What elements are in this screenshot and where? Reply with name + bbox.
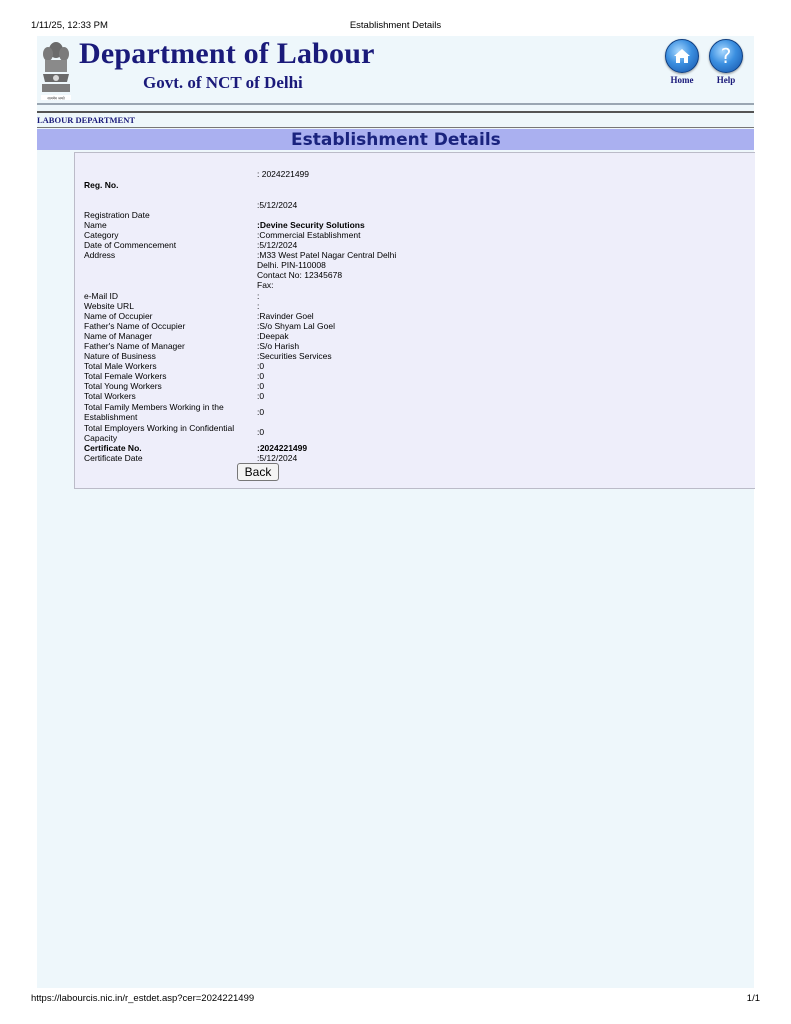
certificate-date-label: Certificate Date bbox=[84, 453, 143, 463]
back-button[interactable]: Back bbox=[237, 463, 279, 481]
website-label: Website URL bbox=[84, 301, 134, 311]
divider bbox=[37, 103, 754, 105]
manager-father-label: Father's Name of Manager bbox=[84, 341, 185, 351]
address-line: :M33 West Patel Nagar Central Delhi bbox=[257, 250, 397, 260]
email-label: e-Mail ID bbox=[84, 291, 119, 301]
help-icon bbox=[709, 39, 743, 73]
occupier-value: :Ravinder Goel bbox=[257, 311, 314, 321]
details-panel bbox=[74, 152, 755, 489]
labour-department-bar bbox=[37, 113, 754, 128]
certificate-no-label: Certificate No. bbox=[84, 443, 142, 453]
certificate-date-value: :5/12/2024 bbox=[257, 453, 298, 463]
manager-value: :Deepak bbox=[257, 331, 289, 341]
family-members-label: Total Family Members Working in the Establishment bbox=[84, 402, 224, 422]
website-value: : bbox=[257, 301, 260, 311]
total-workers-value: :0 bbox=[257, 391, 265, 401]
total-workers-label: Total Workers bbox=[84, 391, 136, 401]
name-label: Name bbox=[84, 220, 107, 230]
occupier-father-value: :S/o Shyam Lal Goel bbox=[257, 321, 335, 331]
section-title-bar bbox=[37, 129, 754, 150]
print-page-number: 1/1 bbox=[746, 993, 760, 1004]
male-workers-label: Total Male Workers bbox=[84, 361, 157, 371]
print-url: https://labourcis.nic.in/r_estdet.asp?cer=2024221499 bbox=[31, 993, 255, 1004]
labour-department-label: LABOUR DEPARTMENT bbox=[37, 115, 136, 125]
address-label: Address bbox=[84, 250, 116, 260]
certificate-no-value: :2024221499 bbox=[257, 443, 308, 453]
reg-no-value: : 2024221499 bbox=[257, 169, 309, 179]
female-workers-label: Total Female Workers bbox=[84, 371, 167, 381]
confidential-value: :0 bbox=[257, 427, 265, 437]
print-footer bbox=[31, 993, 760, 1007]
site-banner bbox=[37, 36, 754, 104]
svg-text:?: ? bbox=[720, 44, 732, 68]
commencement-value: :5/12/2024 bbox=[257, 240, 298, 250]
address-fax: Fax: bbox=[257, 280, 274, 290]
name-value: :Devine Security Solutions bbox=[257, 220, 365, 230]
page-title: Establishment Details bbox=[291, 130, 501, 150]
address-contact: Contact No: 12345678 bbox=[257, 270, 343, 280]
young-workers-label: Total Young Workers bbox=[84, 381, 162, 391]
reg-no-label: Reg. No. bbox=[84, 180, 119, 190]
confidential-label: Total Employers Working in Confidential Capacity bbox=[84, 423, 235, 443]
help-label: Help bbox=[716, 75, 736, 85]
commencement-label: Date of Commencement bbox=[84, 240, 177, 250]
family-members-value: :0 bbox=[257, 407, 265, 417]
category-value: :Commercial Establishment bbox=[257, 230, 361, 240]
registration-date-label: Registration Date bbox=[84, 210, 150, 220]
female-workers-value: :0 bbox=[257, 371, 265, 381]
print-title: Establishment Details bbox=[349, 20, 442, 31]
business-value: :Securities Services bbox=[257, 351, 332, 361]
home-button[interactable] bbox=[664, 39, 700, 85]
young-workers-value: :0 bbox=[257, 381, 265, 391]
home-label: Home bbox=[670, 75, 694, 85]
site-subtitle: Govt. of NCT of Delhi bbox=[143, 73, 303, 92]
occupier-label: Name of Occupier bbox=[84, 311, 153, 321]
email-value: : bbox=[257, 291, 260, 301]
print-datetime: 1/11/25, 12:33 PM bbox=[31, 20, 108, 31]
address-line: Delhi. PIN-110008 bbox=[257, 260, 326, 270]
category-label: Category bbox=[84, 230, 119, 240]
occupier-father-label: Father's Name of Occupier bbox=[84, 321, 186, 331]
national-emblem-icon bbox=[39, 38, 73, 102]
male-workers-value: :0 bbox=[257, 361, 265, 371]
manager-father-value: :S/o Harish bbox=[257, 341, 300, 351]
svg-text:सत्यमेव जयते: सत्यमेव जयते bbox=[47, 96, 65, 101]
registration-date-value: :5/12/2024 bbox=[257, 200, 298, 210]
business-label: Nature of Business bbox=[84, 351, 156, 361]
site-title: Department of Labour bbox=[79, 37, 375, 70]
help-button[interactable] bbox=[708, 39, 744, 85]
print-header bbox=[31, 20, 760, 34]
home-icon bbox=[665, 39, 699, 73]
manager-label: Name of Manager bbox=[84, 331, 153, 341]
